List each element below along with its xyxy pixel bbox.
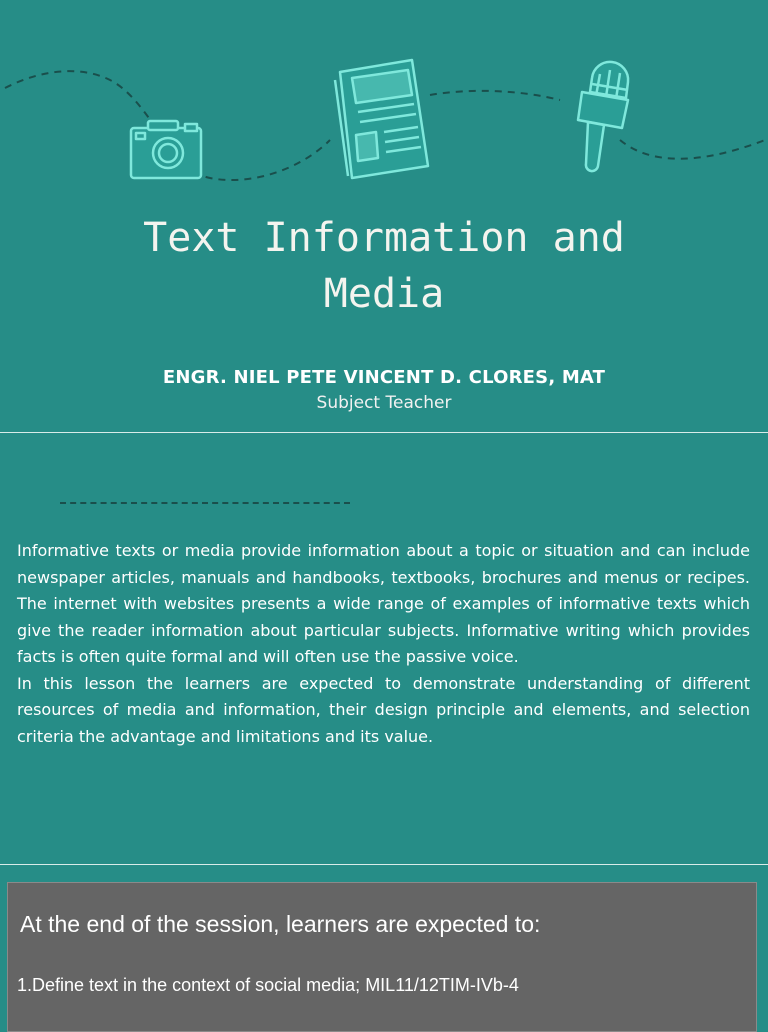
microphone-icon [578, 62, 628, 171]
overview-paragraph-2: In this lesson the learners are expected to demonstrate understanding of different resources of media and information, their design principle and elements, and selection criteria the advantage and limitations and its value. [17, 673, 750, 746]
overview-text [17, 538, 750, 750]
author-role: Subject Teacher [316, 393, 452, 413]
objectives-slide [7, 882, 757, 1032]
overview-paragraph-1: Informative texts or media provide information about a topic or situation and can include newspaper articles, manuals and handbooks, textbooks, brochures and menus or recipes. The internet with websites presents a wide range of examples of informative texts which give the reader information about particular subjects. Informative writing which provides facts is often quite formal and will often use the passive voice. [17, 541, 750, 666]
decorative-header [0, 0, 768, 200]
newspaper-icon [335, 60, 428, 178]
objective-item: 1.Define text in the context of social media; MIL11/12TIM-IVb-4 [17, 975, 519, 995]
dashed-accent-line [60, 502, 350, 504]
objectives-heading: At the end of the session, learners are expected to: [20, 911, 541, 937]
title-line-2: Media [323, 271, 445, 317]
slide-divider [0, 864, 768, 865]
camera-icon [131, 121, 201, 178]
title-slide [0, 0, 768, 432]
slide-divider [0, 432, 768, 433]
presentation-title [0, 210, 768, 322]
author-name: ENGR. NIEL PETE VINCENT D. CLORES, MAT [162, 367, 606, 388]
title-line-1: Text Information and [143, 215, 625, 261]
